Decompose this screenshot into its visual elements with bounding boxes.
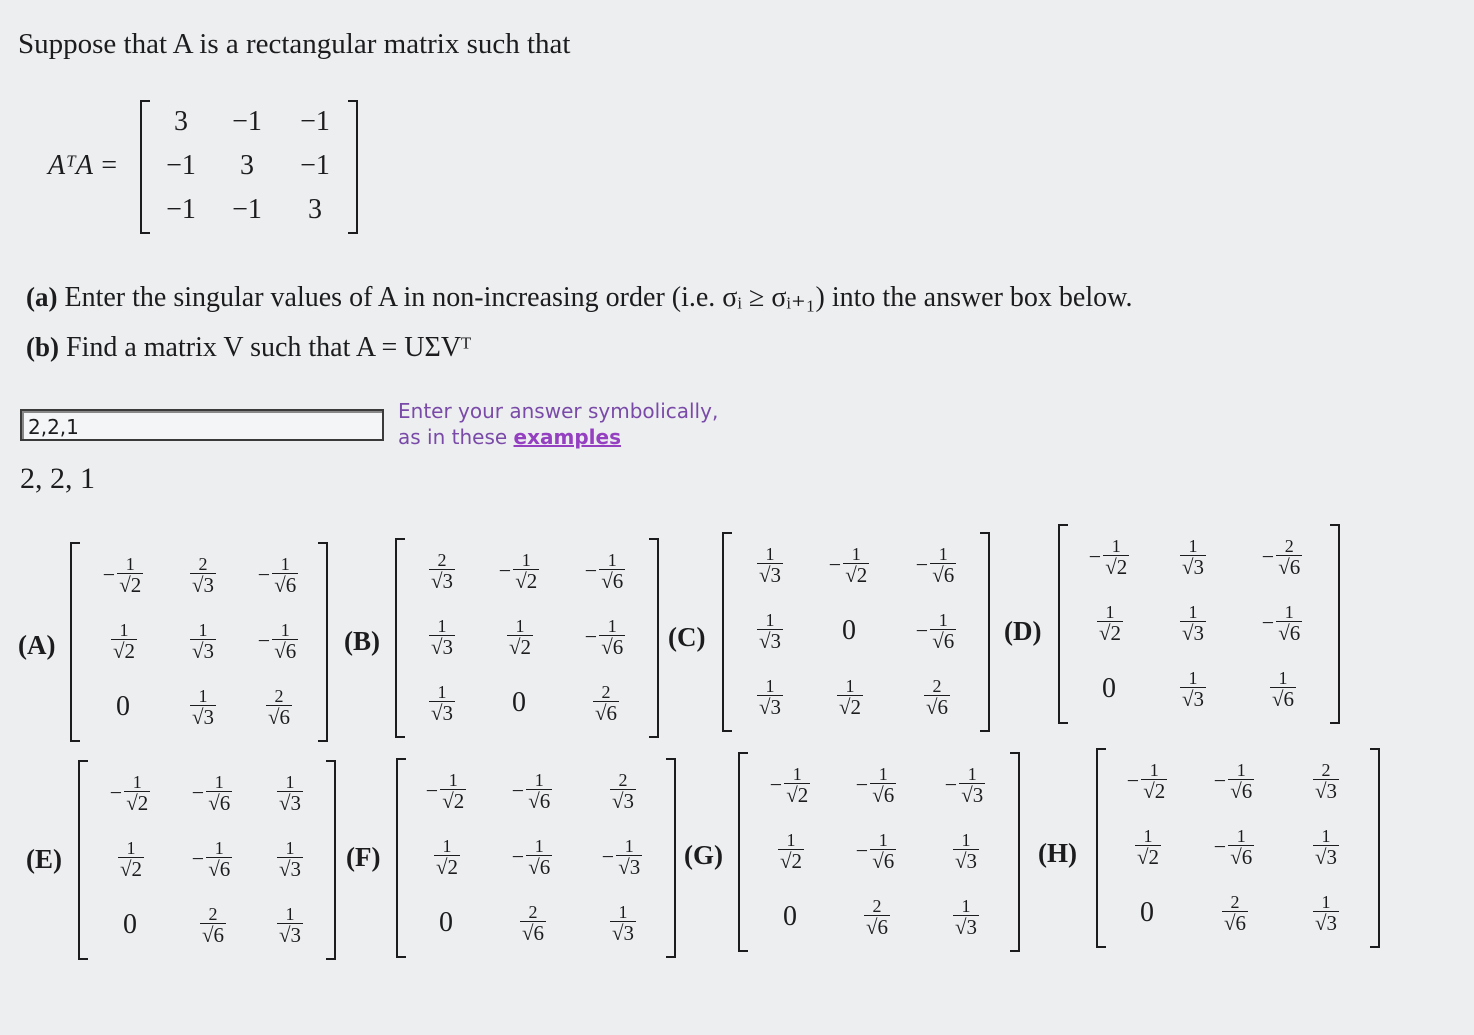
matrix-entry: [505, 617, 533, 658]
entry-numerator: 1: [1105, 601, 1115, 622]
matrix-entry: [602, 837, 642, 878]
entry-numerator: 1: [534, 769, 544, 790]
entry-sign: −: [1213, 768, 1227, 793]
entry-denominator: √6: [528, 854, 551, 879]
entry-numerator: 1: [1321, 891, 1331, 912]
option-matrix[interactable]: [1096, 748, 1380, 948]
entry-denominator: √3: [191, 572, 215, 597]
entry-denominator: √6: [1230, 778, 1253, 803]
entry-numerator: 1: [765, 609, 775, 630]
entry-numerator: 1: [765, 675, 775, 696]
part-a-label: (a): [26, 282, 58, 312]
entry-denominator: √2: [435, 854, 459, 879]
entry-sign: −: [855, 838, 869, 863]
entry-numerator: 1: [792, 763, 802, 784]
entry-numerator: 1: [125, 553, 135, 574]
entry-numerator: 1: [1188, 535, 1198, 556]
entry-numerator: 1: [534, 835, 544, 856]
entry-numerator: 1: [442, 835, 452, 856]
matrix-entry: [264, 687, 292, 728]
entry-denominator: √3: [961, 782, 984, 807]
entry-denominator: √6: [594, 700, 618, 725]
entry-denominator: √6: [521, 920, 545, 945]
option-matrix[interactable]: [1058, 524, 1340, 724]
entry-sign: −: [1261, 610, 1275, 635]
matrix-entry: [951, 897, 979, 938]
entry-sign: −: [1088, 544, 1102, 569]
option-label[interactable]: (C): [668, 622, 706, 652]
answer-hint: [398, 398, 718, 450]
option-matrix[interactable]: [396, 758, 676, 958]
option-matrix[interactable]: [722, 532, 990, 732]
entry-numerator: 1: [126, 837, 136, 858]
matrix-entry: [188, 687, 216, 728]
entry-numerator: 1: [285, 771, 295, 792]
matrix-entry: [275, 839, 303, 880]
entry-sign: −: [828, 552, 842, 577]
entry-denominator: √2: [838, 694, 862, 719]
option-matrix[interactable]: [395, 538, 659, 738]
entry-numerator: 1: [285, 837, 295, 858]
entry-sign: −: [109, 780, 123, 805]
entry-denominator: √3: [278, 922, 302, 947]
matrix-entry: [192, 773, 232, 814]
entry-denominator: √3: [758, 694, 782, 719]
matrix-entry: [829, 545, 869, 586]
matrix-entry: [1268, 669, 1296, 710]
entry-denominator: √6: [872, 848, 895, 873]
entry-denominator: √3: [430, 634, 454, 659]
entry-numerator: 1: [961, 895, 971, 916]
matrix-entry: [426, 771, 466, 812]
entry-numerator: 2: [932, 675, 942, 696]
entry-denominator: √2: [1105, 554, 1128, 579]
matrix-entry: [427, 617, 455, 658]
entry-numerator: 1: [938, 543, 948, 564]
entry-sign: −: [855, 772, 869, 797]
matrix-entry: [1311, 827, 1339, 868]
entry-numerator: 1: [437, 681, 447, 702]
matrix-entry: [512, 837, 552, 878]
entry-denominator: √6: [872, 782, 895, 807]
part-b-text: Find a matrix V such that A = UΣVᵀ: [66, 332, 472, 363]
entry-numerator: 2: [198, 553, 208, 574]
entry-sign: −: [425, 778, 439, 803]
entry-denominator: √3: [430, 700, 454, 725]
entry-numerator: 1: [448, 769, 458, 790]
entry-numerator: 1: [1111, 535, 1121, 556]
entry-numerator: 1: [607, 549, 617, 570]
entry-numerator: 1: [1284, 601, 1294, 622]
entry-denominator: √3: [1314, 844, 1338, 869]
matrix-entry: [1089, 537, 1129, 578]
ata-cell: −1: [232, 106, 262, 137]
matrix-entry: [856, 765, 896, 806]
entry-numerator: 1: [938, 609, 948, 630]
option-label[interactable]: (G): [684, 840, 723, 870]
entry-numerator: 2: [528, 901, 538, 922]
entry-denominator: √6: [267, 704, 291, 729]
entry-denominator: √6: [601, 634, 624, 659]
ata-matrix: [140, 100, 358, 234]
option-label[interactable]: (B): [344, 626, 380, 656]
entry-denominator: √3: [1314, 778, 1338, 803]
entry-sign: −: [191, 846, 205, 871]
entry-sign: −: [498, 558, 512, 583]
matrix-entry: [499, 551, 539, 592]
entry-numerator: 1: [1188, 667, 1198, 688]
entry-denominator: √6: [1278, 554, 1301, 579]
entry-numerator: 2: [1321, 759, 1331, 780]
entry-sign: −: [1213, 834, 1227, 859]
entry-numerator: 1: [851, 543, 861, 564]
matrix-entry: 0: [842, 615, 856, 646]
entry-sign: −: [769, 772, 783, 797]
entry-denominator: √2: [508, 634, 532, 659]
entry-sign: −: [915, 552, 929, 577]
entry-numerator: 1: [845, 675, 855, 696]
entry-numerator: 1: [198, 619, 208, 640]
entry-numerator: 1: [961, 829, 971, 850]
entry-sign: −: [944, 772, 958, 797]
entry-numerator: 1: [198, 685, 208, 706]
entry-denominator: √3: [758, 628, 782, 653]
entry-denominator: √3: [430, 568, 454, 593]
matrix-entry: [1178, 669, 1206, 710]
entry-denominator: √2: [845, 562, 868, 587]
matrix-entry: [591, 683, 619, 724]
matrix-entry: [1311, 761, 1339, 802]
matrix-entry: [258, 555, 298, 596]
entry-denominator: √3: [1181, 620, 1205, 645]
entry-numerator: 2: [1230, 891, 1240, 912]
matrix-entry: [275, 905, 303, 946]
entry-sign: −: [257, 628, 271, 653]
matrix-entry: [770, 765, 810, 806]
entry-sign: −: [257, 562, 271, 587]
entry-numerator: 1: [1236, 759, 1246, 780]
part-a-text: Enter the singular values of A in non-increasing order (i.e. σᵢ ≥ σᵢ₊₁) into the answer box below.: [64, 282, 1133, 313]
entry-denominator: √6: [932, 628, 955, 653]
entry-denominator: √6: [208, 856, 231, 881]
matrix-entry: 0: [1102, 673, 1116, 704]
matrix-entry: [518, 903, 546, 944]
entry-denominator: √3: [191, 638, 215, 663]
matrix-entry: [922, 677, 950, 718]
entry-numerator: 2: [1284, 535, 1294, 556]
entry-denominator: √3: [611, 788, 635, 813]
matrix-entry: [427, 551, 455, 592]
ata-cell: −1: [232, 194, 262, 225]
matrix-entry: [512, 771, 552, 812]
entry-denominator: √3: [191, 704, 215, 729]
ata-cell: −1: [300, 150, 330, 181]
entry-denominator: √6: [1230, 844, 1253, 869]
entry-denominator: √2: [1098, 620, 1122, 645]
entry-denominator: √3: [1314, 910, 1338, 935]
entry-numerator: 1: [878, 829, 888, 850]
matrix-entry: [198, 905, 226, 946]
entry-denominator: √2: [1136, 844, 1160, 869]
matrix-entry: [755, 677, 783, 718]
entry-denominator: √3: [954, 914, 978, 939]
part-a: [26, 280, 1133, 314]
entry-denominator: √6: [274, 572, 297, 597]
entry-numerator: 1: [618, 901, 628, 922]
entry-denominator: √2: [779, 848, 803, 873]
part-b-label: (b): [26, 332, 59, 362]
matrix-entry: [608, 771, 636, 812]
matrix-entry: [103, 555, 143, 596]
entry-denominator: √2: [786, 782, 809, 807]
matrix-entry: 0: [439, 907, 453, 938]
problem-statement: Suppose that A is a rectangular matrix such that: [18, 28, 571, 60]
matrix-entry: [188, 621, 216, 662]
entry-denominator: √6: [1223, 910, 1247, 935]
entry-numerator: 1: [1321, 825, 1331, 846]
entry-numerator: 1: [878, 763, 888, 784]
entry-denominator: √6: [201, 922, 225, 947]
ata-cell: −1: [300, 106, 330, 137]
entry-numerator: 1: [607, 615, 617, 636]
singular-values-input[interactable]: 2,2,1: [20, 409, 384, 441]
entry-sign: −: [1261, 544, 1275, 569]
entry-numerator: 2: [274, 685, 284, 706]
option-matrix[interactable]: [78, 760, 336, 960]
entry-sign: −: [1126, 768, 1140, 793]
entry-sign: −: [102, 562, 116, 587]
matrix-entry: [1095, 603, 1123, 644]
option-label[interactable]: (D): [1004, 616, 1042, 646]
matrix-entry: [116, 839, 144, 880]
entry-numerator: 1: [214, 771, 224, 792]
entry-numerator: 1: [280, 553, 290, 574]
entry-denominator: √3: [278, 790, 302, 815]
entry-numerator: 1: [967, 763, 977, 784]
ata-cell: 3: [240, 150, 254, 181]
matrix-entry: [945, 765, 985, 806]
matrix-entry: [432, 837, 460, 878]
entry-sign: −: [511, 778, 525, 803]
entry-numerator: 1: [1188, 601, 1198, 622]
entry-numerator: 1: [280, 619, 290, 640]
matrix-entry: [275, 773, 303, 814]
entry-denominator: √2: [112, 638, 136, 663]
matrix-entry: [1262, 537, 1302, 578]
matrix-entry: [1214, 827, 1254, 868]
entry-sign: −: [584, 558, 598, 583]
entry-numerator: 1: [119, 619, 129, 640]
matrix-entry: [1178, 537, 1206, 578]
option-matrix[interactable]: [738, 752, 1020, 952]
entry-numerator: 1: [515, 615, 525, 636]
matrix-entry: 0: [1140, 897, 1154, 928]
matrix-entry: [1127, 761, 1167, 802]
matrix-entry: [755, 545, 783, 586]
entry-denominator: √3: [758, 562, 782, 587]
matrix-entry: [427, 683, 455, 724]
hint-line-1: Enter your answer symbolically,: [398, 399, 719, 423]
matrix-entry: [916, 611, 956, 652]
entry-denominator: √6: [925, 694, 949, 719]
entry-denominator: √3: [1181, 554, 1205, 579]
matrix-entry: [916, 545, 956, 586]
entry-numerator: 2: [618, 769, 628, 790]
matrix-entry: 0: [123, 909, 137, 940]
entry-denominator: √2: [119, 572, 142, 597]
entry-numerator: 1: [765, 543, 775, 564]
entry-denominator: √6: [274, 638, 297, 663]
ata-label: AᵀA =: [48, 150, 119, 181]
option-label[interactable]: (F): [346, 842, 381, 872]
entry-denominator: √3: [954, 848, 978, 873]
examples-link[interactable]: examples: [513, 425, 621, 449]
entry-sign: −: [601, 844, 615, 869]
entry-denominator: √6: [1278, 620, 1301, 645]
entry-denominator: √3: [1181, 686, 1205, 711]
entry-denominator: √6: [528, 788, 551, 813]
matrix-entry: [776, 831, 804, 872]
matrix-entry: [951, 831, 979, 872]
entry-numerator: 1: [214, 837, 224, 858]
entry-numerator: 1: [786, 829, 796, 850]
entry-denominator: √3: [278, 856, 302, 881]
entry-numerator: 2: [872, 895, 882, 916]
answer-preview: 2, 2, 1: [20, 462, 95, 495]
matrix-entry: [1178, 603, 1206, 644]
entry-denominator: √3: [618, 854, 641, 879]
matrix-entry: [1133, 827, 1161, 868]
ata-cell: 3: [174, 106, 188, 137]
matrix-entry: [1262, 603, 1302, 644]
option-label[interactable]: (H): [1038, 838, 1077, 868]
entry-denominator: √2: [1143, 778, 1166, 803]
matrix-entry: [1311, 893, 1339, 934]
matrix-entry: [835, 677, 863, 718]
entry-numerator: 1: [285, 903, 295, 924]
matrix-entry: [585, 551, 625, 592]
matrix-entry: [258, 621, 298, 662]
option-label[interactable]: (E): [26, 844, 62, 874]
entry-denominator: √6: [1271, 686, 1295, 711]
ata-cell: −1: [166, 194, 196, 225]
part-b: [26, 332, 471, 364]
hint-line-2: as in these: [398, 425, 514, 449]
matrix-entry: 0: [512, 687, 526, 718]
matrix-entry: [608, 903, 636, 944]
matrix-entry: [1214, 761, 1254, 802]
option-label[interactable]: (A): [18, 630, 56, 660]
entry-sign: −: [915, 618, 929, 643]
entry-numerator: 2: [208, 903, 218, 924]
entry-numerator: 1: [521, 549, 531, 570]
matrix-entry: [1220, 893, 1248, 934]
entry-sign: −: [511, 844, 525, 869]
entry-numerator: 2: [601, 681, 611, 702]
entry-sign: −: [584, 624, 598, 649]
entry-denominator: √2: [515, 568, 538, 593]
matrix-entry: [585, 617, 625, 658]
entry-denominator: √2: [126, 790, 149, 815]
entry-numerator: 2: [437, 549, 447, 570]
entry-numerator: 1: [1149, 759, 1159, 780]
matrix-entry: [188, 555, 216, 596]
entry-denominator: √2: [442, 788, 465, 813]
matrix-entry: 0: [116, 691, 130, 722]
entry-denominator: √6: [865, 914, 889, 939]
matrix-entry: 0: [783, 901, 797, 932]
entry-denominator: √2: [119, 856, 143, 881]
entry-numerator: 1: [1236, 825, 1246, 846]
matrix-entry: [862, 897, 890, 938]
matrix-entry: [110, 773, 150, 814]
ata-cell: 3: [308, 194, 322, 225]
ata-cell: −1: [166, 150, 196, 181]
entry-sign: −: [191, 780, 205, 805]
entry-numerator: 1: [1278, 667, 1288, 688]
matrix-entry: [109, 621, 137, 662]
entry-numerator: 1: [1143, 825, 1153, 846]
matrix-entry: [856, 831, 896, 872]
matrix-entry: [192, 839, 232, 880]
entry-denominator: √6: [932, 562, 955, 587]
entry-denominator: √6: [208, 790, 231, 815]
entry-denominator: √6: [601, 568, 624, 593]
option-matrix[interactable]: [70, 542, 328, 742]
entry-denominator: √3: [611, 920, 635, 945]
entry-numerator: 1: [437, 615, 447, 636]
entry-numerator: 1: [132, 771, 142, 792]
entry-numerator: 1: [624, 835, 634, 856]
matrix-entry: [755, 611, 783, 652]
